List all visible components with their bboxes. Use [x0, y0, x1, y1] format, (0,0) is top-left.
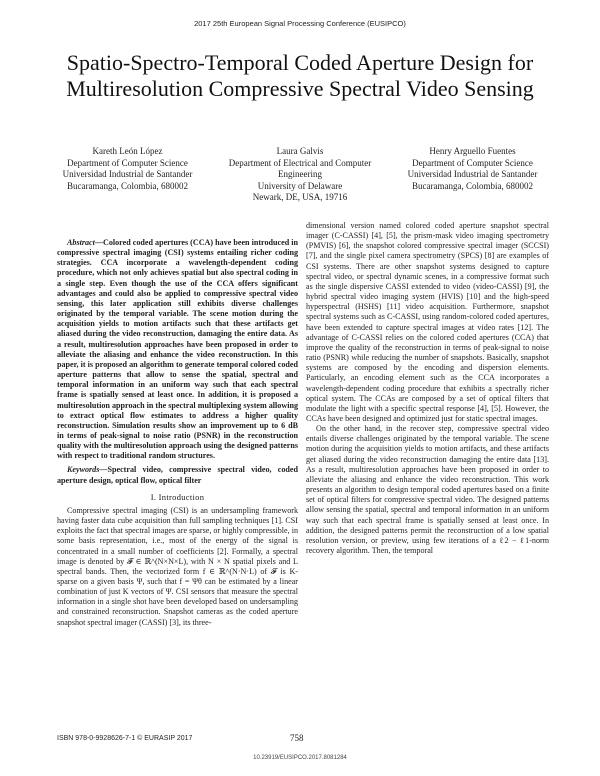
isbn-footer: ISBN 978-0-9928626-7-1 © EURASIP 2017 — [57, 735, 193, 742]
author-2 — [225, 146, 375, 203]
page-number: 758 — [290, 733, 304, 743]
author-dept: Department of Electrical and Computer Engineering — [228, 158, 372, 180]
author-univ: Universidad Industrial de Santander — [62, 169, 193, 180]
abstract-text: —Colored coded apertures (CCA) have been introduced in compressive spectral imaging (CSI) systems entailing richer coding strategies. CCA incorporate a wavelength-dependent coding procedure, which not only achieves spatial but also spectral coding in a single step. Even though the use of the CCA offers significant advantages and could also be applied to compressive spectral video sensing, this later application still exhibits diverse challenges originated by the temporal variable. The scene motion during the acquisition yields to motion artifacts such that these artifacts get aliased during the video reconstruction, damaging the entire data. As a result, multiresolution approaches have been proposed in order to alleviate the aliasing and enhance the video reconstruction. In this paper, it is proposed an algorithm to generate temporal colored coded aperture patterns that allow to sense the spatial, spectral and temporal information in an uniform way such that each spectral frame is spatially sensed at least once. In addition, it is proposed a multiresolution approach in the spectral multiplexing system allowing to extract optical flow estimates to address a higher quality reconstruction. Simulation results show an improvement up to 6 dB in terms of peak-signal to noise ratio (PSNR) in the reconstruction quality with the multiresolution approach using the designed patterns with respect to traditional random structures. — [57, 238, 298, 461]
author-name: Henry Arguello Fuentes — [429, 146, 516, 156]
author-addr: Bucaramanga, Colombia, 680002 — [67, 180, 188, 191]
author-univ: University of Delaware — [257, 180, 343, 191]
abstract-label: Abstract — [67, 238, 95, 247]
paper-title: Spatio-Spectro-Temporal Coded Aperture Design for Multiresolution Compressive Spectral Video Sensing — [66, 50, 534, 101]
body-paragraph: dimensional version named colored coded aperture snapshot spectral imager (C-CASSI) [4], [5], the prism-mask video imaging spectrometry (PMVIS) [6], the snapshot colored compressive spectral imager (SCCSI) [7], and the single pixel camera spectrometry (SPCS) [8] are examples of CSI systems. There are other snapshot systems designed to capture spectral video, or spectral dynamic scenes, in a compressive format such as the single dispersive CASSI extended to video (video-CASSI) [9], the hybrid spectral video imaging system (HVIS) [10] and the high-speed hyperspectral (HSHS) [11] video acquisition. Furthermore, snapshot spectral systems such as C-CASSI, using random-colored coded apertures, have been extended to capture spectral images at video rates [12]. The advantage of C-CASSI relies on the colored coded apertures (CCA) that improve the quality of the reconstruction in terms of peak-signal to noise ratio (PSNR) while reducing the number of snapshots. Basically, snapshot systems are composed by the encoding and dispersion elements. Particularly, an encoding element such as the CCA incorporates a wavelength-dependent coding procedure that exhibits a spectrally richer optical system. The CCAs are composed by a set of optical filters that modulate the light with a specific spectral response [4], [5]. However, the CCAs have been designed and optimized just for static spectral images. — [306, 221, 549, 423]
author-name: Laura Galvis — [276, 146, 324, 156]
author-block — [40, 146, 560, 212]
author-3 — [385, 146, 560, 192]
author-univ: Universidad Industrial de Santander — [407, 169, 538, 180]
conference-header: 2017 25th European Signal Processing Conference (EUSIPCO) — [194, 19, 406, 28]
keywords — [57, 465, 298, 485]
author-1 — [40, 146, 215, 192]
left-column — [57, 238, 298, 628]
intro-paragraph: Compressive spectral imaging (CSI) is an undersampling framework having faster data cube acquisition than full sampling techniques [1]. CSI exploits the fact that spectral images are sparse, or highly compressible, in some basis representation, i.e., most of the energy of the signal is concentrated in a small number of coefficients [2]. Formally, a spectral image is denoted by 𝓕 ∈ ℝ^(N×N×L), with N × N spatial pixels and L spectral bands. Then, the vectorized form f ∈ ℝ^(N·N·L) of 𝓕 is K-sparse on a given basis Ψ, such that f = Ψθ can be estimated by a linear combination of just K vectors of Ψ. CSI sensors that measure the spectral information in a single shot have been developed based on undersampling and constrained reconstruction. Snapshot cameras as the coded aperture snapshot spectral imager (CASSI) [3], its three- — [57, 505, 298, 627]
author-dept: Department of Computer Science — [67, 158, 188, 169]
author-dept: Department of Computer Science — [412, 158, 533, 169]
right-column — [306, 221, 549, 556]
doi-footer: 10.23919/EUSIPCO.2017.8081284 — [253, 755, 347, 761]
author-addr: Newark, DE, USA, 19716 — [252, 191, 348, 202]
keywords-text: —Spectral video, compressive spectral video, coded aperture design, optical flow, optical filter — [57, 465, 298, 485]
body-paragraph: On the other hand, in the recover step, compressive spectral video entails diverse challenges originated by the temporal variable. The scene motion during the acquisition yields to motion artifacts, and these artifacts get aliased during the video reconstruction damaging the entire data [13]. As a result, multiresolution approaches have been proposed in order to alleviate the aliasing and enhance the video reconstruction. This work presents an algorithm to design temporal coded apertures based on a finite set of optical filters for compressive spectral video. The designed patterns allow sensing the spatial, spectral and temporal information in an uniform way such that each spectral frame is spatially sensed at least once. In addition, the designed patterns permit the reconstruction of a low spatial resolution version, or preview, using few iterations of a ℓ2 − ℓ1-norm recovery algorithm. Then, the temporal — [306, 424, 549, 555]
keywords-label: Keywords — [67, 465, 100, 475]
author-addr: Bucaramanga, Colombia, 680002 — [412, 180, 533, 191]
author-name: Kareth León López — [92, 146, 163, 156]
section-heading: I. Introduction — [150, 491, 205, 502]
abstract — [57, 238, 298, 461]
